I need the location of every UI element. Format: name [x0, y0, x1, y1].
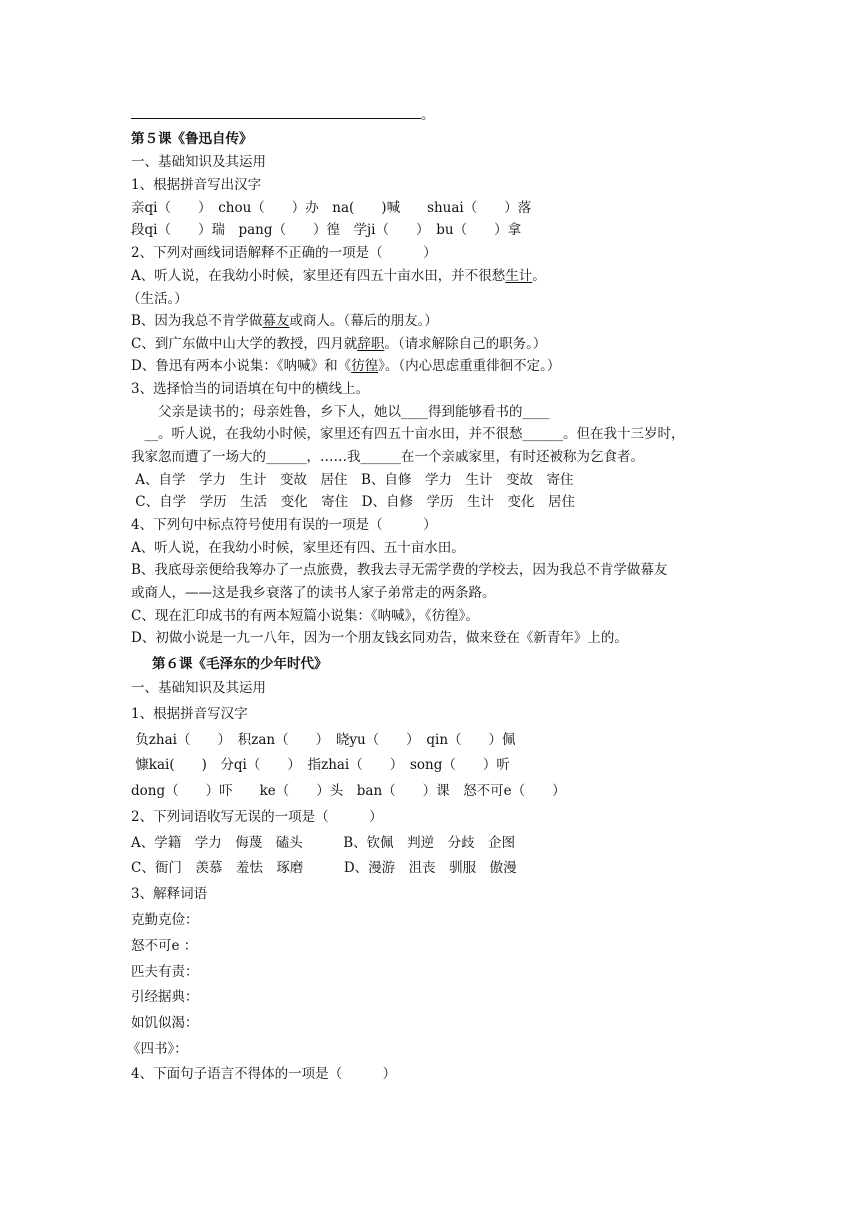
lesson6-title: 第６课《毛泽东的少年时代》 [152, 656, 328, 672]
lesson5-pinyin-row-2: 段qi（ ）瑞 pang（ ）徨 学ji（ ） bu（ ）拿 [131, 222, 522, 238]
lesson6-pinyin-row-2: 慷kai( ) 分qi（ ） 指zhai（ ） song（ ）听 [131, 757, 510, 773]
lesson5-q3-passage-line-2: __。听人说，在我幼小时候，家里还有四五十亩水田，并不很愁______。但在我十三岁时， [131, 426, 685, 442]
lesson5-q2-option-b [131, 313, 438, 329]
lesson5-question-3: 3、选择恰当的词语填在句中的横线上。 [131, 381, 370, 397]
option-d-end: 》。（内心思虑重重徘徊不定。） [378, 358, 561, 374]
lesson6-term-2: 怒不可e ： [131, 938, 198, 954]
underlined-word: 彷徨 [351, 358, 379, 374]
lesson5-q3-passage-line-3: 我家忽而遭了一场大的______，……我______在一个亲戚家里，有时还被称为乞食者。 [131, 449, 644, 465]
lesson5-q3-passage-line-1: 父亲是读书的；母亲姓鲁，乡下人，她以____得到能够看书的____ [131, 404, 550, 420]
lesson5-section-heading: 一、基础知识及其运用 [131, 154, 266, 170]
lesson5-q4-option-b-line-2: 或商人，——这是我乡衰落了的读书人家子弟常走的两条路。 [131, 585, 496, 601]
lesson5-pinyin-row-1: 亲qi（ ） chou（ ）办 na( )喊 shuai（ ）落 [131, 200, 532, 216]
lesson6-term-4: 引经据典： [131, 989, 199, 1005]
lesson5-q4-option-b-line-1: B、我底母亲便给我筹办了一点旅费，教我去寻无需学费的学校去，因为我总不肯学做幕友 [131, 562, 668, 578]
end-mark: 。 [421, 107, 435, 123]
underlined-word: 辞职 [357, 336, 385, 352]
underlined-word: 幕友 [262, 313, 290, 329]
option-c-end: 。（请求解除自己的职务。） [384, 336, 547, 352]
option-b-end: 或商人。（幕后的朋友。） [289, 313, 438, 329]
lesson5-q3-options-cd: C、自学 学历 生活 变化 寄住 D、自修 学历 生计 变化 居住 [131, 494, 575, 510]
lesson6-term-1: 克勤克俭： [131, 912, 199, 928]
lesson6-question-1: 1、根据拼音写汉字 [131, 706, 248, 722]
lesson6-q2-options-ab: A、学籍 学力 侮蔑 磕头 B、钦佩 判逆 分歧 企图 [131, 835, 516, 851]
lesson6-term-6: 《四书》： [127, 1041, 188, 1057]
blank-underline [131, 108, 421, 119]
option-d-text: D、鲁迅有两本小说集：《呐喊》和《 [131, 358, 352, 374]
option-b-text: B、因为我总不肯学做 [131, 313, 263, 329]
underlined-word: 生计 [505, 268, 533, 284]
lesson5-q2-option-d [131, 358, 560, 374]
lesson5-question-2: 2、下列对画线词语解释不正确的一项是（ ） [131, 245, 437, 261]
answer-blank-line [131, 107, 435, 123]
lesson6-pinyin-row-3: dong（ ）吓 ke（ ）头 ban（ ）课 怒不可e（ ） [131, 783, 566, 799]
lesson5-question-4: 4、下列句中标点符号使用有误的一项是（ ） [131, 517, 437, 533]
lesson6-question-2: 2、下列词语收写无误的一项是（ ） [131, 809, 383, 825]
lesson6-question-3: 3、解释词语 [131, 886, 208, 902]
option-a-end: 。 [532, 268, 546, 284]
option-a-text: A、听人说，在我幼小时候，家里还有四五十亩水田，并不很愁 [131, 268, 506, 284]
lesson6-pinyin-row-1: 负zhai（ ） 积zan（ ） 晓yu（ ） qin（ ）佩 [131, 732, 516, 748]
lesson5-q2-option-c [131, 336, 546, 352]
lesson6-term-3: 匹夫有责： [131, 964, 199, 980]
lesson5-q4-option-d: D、初做小说是一九一八年，因为一个朋友钱玄同劝告，做来登在《新青年》上的。 [131, 630, 628, 646]
option-c-text: C、到广东做中山大学的教授，四月就 [131, 336, 358, 352]
lesson6-q2-options-cd: C、衙门 羡慕 羞怯 琢磨 D、漫游 沮丧 驯服 傲漫 [131, 860, 517, 876]
lesson5-title: 第５课《鲁迅自传》 [131, 131, 253, 147]
lesson5-question-1: 1、根据拼音写出汉字 [131, 177, 262, 193]
lesson6-section-heading: 一、基础知识及其运用 [131, 680, 266, 696]
lesson5-q4-option-c: C、现在汇印成书的有两本短篇小说集：《呐喊》，《彷徨》。 [131, 608, 479, 624]
lesson6-term-5: 如饥似渴： [131, 1015, 199, 1031]
lesson6-question-4: 4、下面句子语言不得体的一项是（ ） [131, 1066, 397, 1082]
lesson5-q2-option-a-note: （生活。） [127, 291, 188, 307]
lesson5-q4-option-a: A、听人说，在我幼小时候，家里还有四、五十亩水田。 [131, 540, 465, 556]
lesson5-q3-options-ab: A、自学 学力 生计 变故 居住 B、自修 学力 生计 变故 寄住 [131, 472, 574, 488]
lesson5-q2-option-a [131, 268, 546, 284]
